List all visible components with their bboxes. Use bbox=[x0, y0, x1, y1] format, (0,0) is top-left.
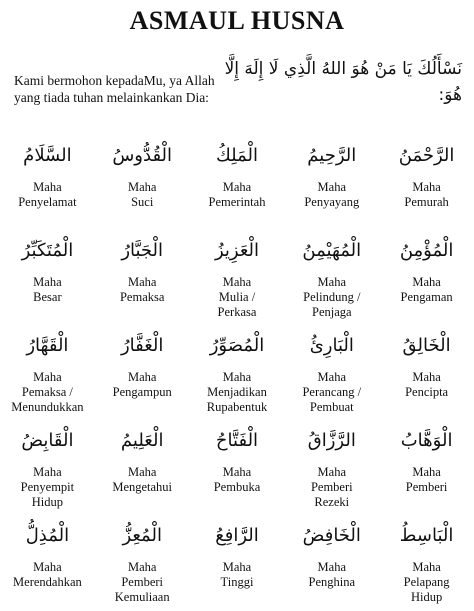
arabic-name: الرَّحْمَنُ bbox=[398, 145, 455, 166]
name-card bbox=[379, 516, 474, 611]
name-meaning: Maha Pencipta bbox=[405, 370, 449, 399]
name-meaning: Maha Pemaksa / Menundukkan bbox=[11, 370, 84, 414]
name-meaning: Maha Mulia / Perkasa bbox=[217, 275, 257, 319]
arabic-name: الْقَابِضُ bbox=[21, 430, 74, 451]
name-card bbox=[284, 136, 379, 231]
intro-text: Kami bermohon kepadaMu, ya Allah yang tiada tuhan melainkankan Dia: bbox=[14, 73, 215, 105]
name-meaning: Maha Pemerintah bbox=[208, 180, 266, 209]
name-card bbox=[95, 326, 190, 421]
name-card bbox=[379, 421, 474, 516]
name-card bbox=[379, 326, 474, 421]
arabic-name: الْبَارِئُ bbox=[309, 335, 354, 356]
name-meaning: Maha Penghina bbox=[308, 560, 356, 589]
name-card bbox=[95, 231, 190, 326]
arabic-name: الْمَلِكُ bbox=[215, 145, 258, 166]
name-card bbox=[190, 231, 285, 326]
name-card bbox=[284, 326, 379, 421]
arabic-name: الْقَهَّارُ bbox=[26, 335, 69, 356]
name-meaning: Maha Pelapang Hidup bbox=[403, 560, 450, 604]
name-card bbox=[190, 136, 285, 231]
arabic-name: الْقُدُّوسُ bbox=[112, 145, 173, 166]
name-card bbox=[0, 421, 95, 516]
arabic-name: الْمُذِلُّ bbox=[25, 525, 70, 546]
name-meaning: Maha Penyayang bbox=[304, 180, 360, 209]
name-meaning: Maha Menjadikan Rupabentuk bbox=[206, 370, 268, 414]
arabic-name: الْمُهَيْمِنُ bbox=[302, 240, 362, 261]
name-meaning: Maha Pemberi bbox=[405, 465, 448, 494]
page-title: ASMAUL HUSNA bbox=[129, 6, 345, 35]
name-meaning: Maha Tinggi bbox=[220, 560, 254, 589]
name-card bbox=[190, 516, 285, 611]
arabic-name: الْمُصَوِّرُ bbox=[209, 335, 265, 356]
name-meaning: Maha Suci bbox=[127, 180, 157, 209]
arabic-name: الرَّافِعُ bbox=[215, 525, 259, 546]
name-meaning: Maha Perancang / Pembuat bbox=[302, 370, 362, 414]
name-meaning: Maha Pemberi Kemuliaan bbox=[114, 560, 170, 604]
arabic-name: الْخَافِضُ bbox=[302, 525, 361, 546]
arabic-name: الْبَاسِطُ bbox=[399, 525, 454, 546]
name-meaning: Maha Penyelamat bbox=[18, 180, 77, 209]
name-meaning: Maha Pelindung / Penjaga bbox=[303, 275, 361, 319]
name-card bbox=[284, 231, 379, 326]
name-card bbox=[95, 421, 190, 516]
arabic-name: الْغَفَّارُ bbox=[120, 335, 164, 356]
name-meaning: Maha Pengaman bbox=[400, 275, 453, 304]
arabic-name: الْمُتَكَبِّرُ bbox=[21, 240, 74, 261]
name-meaning: Maha Pengampun bbox=[112, 370, 172, 399]
name-card bbox=[95, 136, 190, 231]
names-grid bbox=[0, 136, 474, 611]
arabic-name: الْفَتَّاحُ bbox=[215, 430, 259, 451]
name-meaning: Maha Merendahkan bbox=[13, 560, 82, 589]
arabic-name: الرَّحِيمُ bbox=[307, 145, 357, 166]
arabic-name: الْوَهَّابُ bbox=[400, 430, 453, 451]
arabic-name: الْجَبَّارُ bbox=[121, 240, 164, 261]
intro-arabic: نَسْأَلُكَ يَا مَنْ هُوَ اللهُ الَّذِي لَا إِلَهَ إِلَّا هُوَ: bbox=[224, 59, 462, 105]
name-meaning: Maha Pemberi Rezeki bbox=[310, 465, 353, 509]
name-card bbox=[95, 516, 190, 611]
arabic-name: الْعَلِيمُ bbox=[120, 430, 164, 451]
name-card bbox=[284, 421, 379, 516]
name-card bbox=[190, 326, 285, 421]
name-meaning: Maha Mengetahui bbox=[112, 465, 173, 494]
arabic-name: السَّلَامُ bbox=[23, 145, 72, 166]
name-card bbox=[379, 231, 474, 326]
arabic-name: الْعَزِيزُ bbox=[214, 240, 260, 261]
name-meaning: Maha Besar bbox=[33, 275, 62, 304]
arabic-name: الْخَالِقُ bbox=[402, 335, 451, 356]
name-card bbox=[0, 136, 95, 231]
arabic-name: الْمُعِزُّ bbox=[122, 525, 162, 546]
name-meaning: Maha Pembuka bbox=[213, 465, 261, 494]
arabic-name: الْمُؤْمِنُ bbox=[399, 240, 454, 261]
name-card bbox=[190, 421, 285, 516]
arabic-name: الرَّزَّاقُ bbox=[307, 430, 356, 451]
name-meaning: Maha Pemaksa bbox=[119, 275, 165, 304]
name-meaning: Maha Pemurah bbox=[404, 180, 449, 209]
name-card bbox=[0, 516, 95, 611]
name-card bbox=[379, 136, 474, 231]
name-card bbox=[0, 231, 95, 326]
name-card bbox=[284, 516, 379, 611]
name-card bbox=[0, 326, 95, 421]
name-meaning: Maha Penyempit Hidup bbox=[20, 465, 75, 509]
